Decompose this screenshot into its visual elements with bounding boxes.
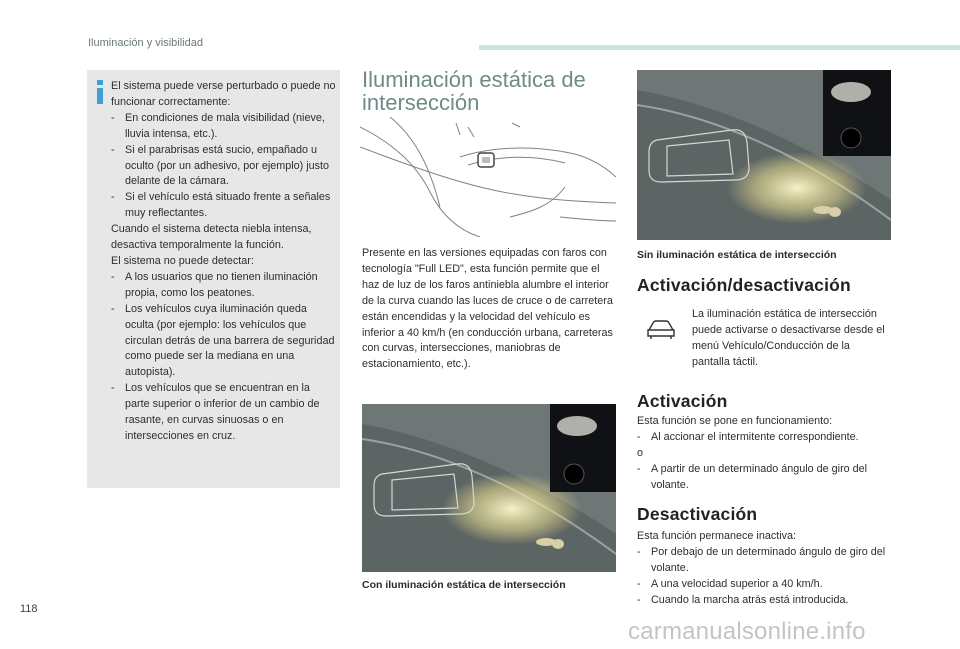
activation-text (637, 414, 893, 494)
deactivation-list-item: - Por debajo de un determinado ángulo de giro del volante. (637, 545, 886, 574)
watermark: carmanualsonline.info (628, 618, 866, 645)
info-list-item: - Los vehículos que se encuentran en la parte superior o inferior de un cambio de rasante, en curvas sinuosas o en intersecciones en cruz. (111, 382, 320, 442)
caption-without: Sin iluminación estática de intersección (637, 249, 837, 261)
info-list-item: - Los vehículos cuya iluminación queda oculta (por ejemplo: los vehículos que circulan detrás de una barrera de seguridad como puede ser la mediana en una autopista). (111, 302, 335, 379)
deactivation-heading: Desactivación (637, 504, 758, 524)
photo-with-static-illumination (362, 404, 616, 572)
section-title: Iluminación estática de intersección (362, 67, 586, 115)
deactivation-line: Esta función permanece inactiva: (637, 530, 797, 542)
activation-deactivation-text: La iluminación estática de intersección puede activarse o desactivarse desde el menú Vehículo/Conducción de la pantalla táctil. (692, 308, 885, 368)
info-list-item: - En condiciones de mala visibilidad (nieve, lluvia intensa, etc.). (111, 111, 325, 140)
info-list-item: - A los usuarios que no tienen iluminación propia, como los peatones. (111, 270, 318, 299)
info-list-item: - Si el parabrisas está sucio, empañado u oculto (por un adhesivo, por ejemplo) justo delante de la cámara. (111, 143, 330, 188)
section-header: Iluminación y visibilidad (88, 37, 203, 49)
deactivation-list-item: - Cuando la marcha atrás está introducida. (637, 593, 849, 606)
activation-list-item: - Al accionar el intermitente correspondiente. (637, 430, 859, 443)
page-number: 118 (20, 603, 38, 615)
activation-list-item: - A partir de un determinado ángulo de giro del volante. (637, 462, 868, 491)
info-text (111, 79, 337, 445)
activation-line: o (637, 446, 644, 459)
activation-line: Esta función se pone en funcionamiento: (637, 415, 833, 427)
caption-with: Con iluminación estática de intersección (362, 579, 566, 591)
info-panel (87, 70, 340, 488)
deactivation-list-item: - A una velocidad superior a 40 km/h. (637, 577, 823, 590)
header-rule (479, 45, 960, 50)
car-headlight-illustration (360, 117, 616, 237)
activation-deactivation-heading: Activación/desactivación (637, 275, 851, 295)
deactivation-text (637, 529, 893, 609)
info-list-item: - Si el vehículo está situado frente a señales muy reflectantes. (111, 191, 331, 220)
photo-without-static-illumination (637, 70, 891, 240)
info-line: El sistema no puede detectar: (111, 254, 254, 267)
info-icon (95, 80, 105, 104)
activation-heading: Activación (637, 391, 728, 411)
info-line: El sistema puede verse perturbado o puede no funcionar correctamente: (111, 80, 336, 108)
info-line: Cuando el sistema detecta niebla intensa, desactiva temporalmente la función. (111, 223, 312, 252)
intro-paragraph: Presente en las versiones equipadas con faros con tecnología "Full LED", esta función permite que el haz de luz de los faros antiniebla alumbre el interior de la curva cuando las luces de cruce o de carretera están encendidas y la velocidad del vehículo es inferior a 40 km/h (en conducción urbana, carreteras con curvas, intersecciones, maniobras de estacionamiento, etc.). (362, 247, 613, 371)
vehicle-settings-icon (646, 318, 676, 340)
